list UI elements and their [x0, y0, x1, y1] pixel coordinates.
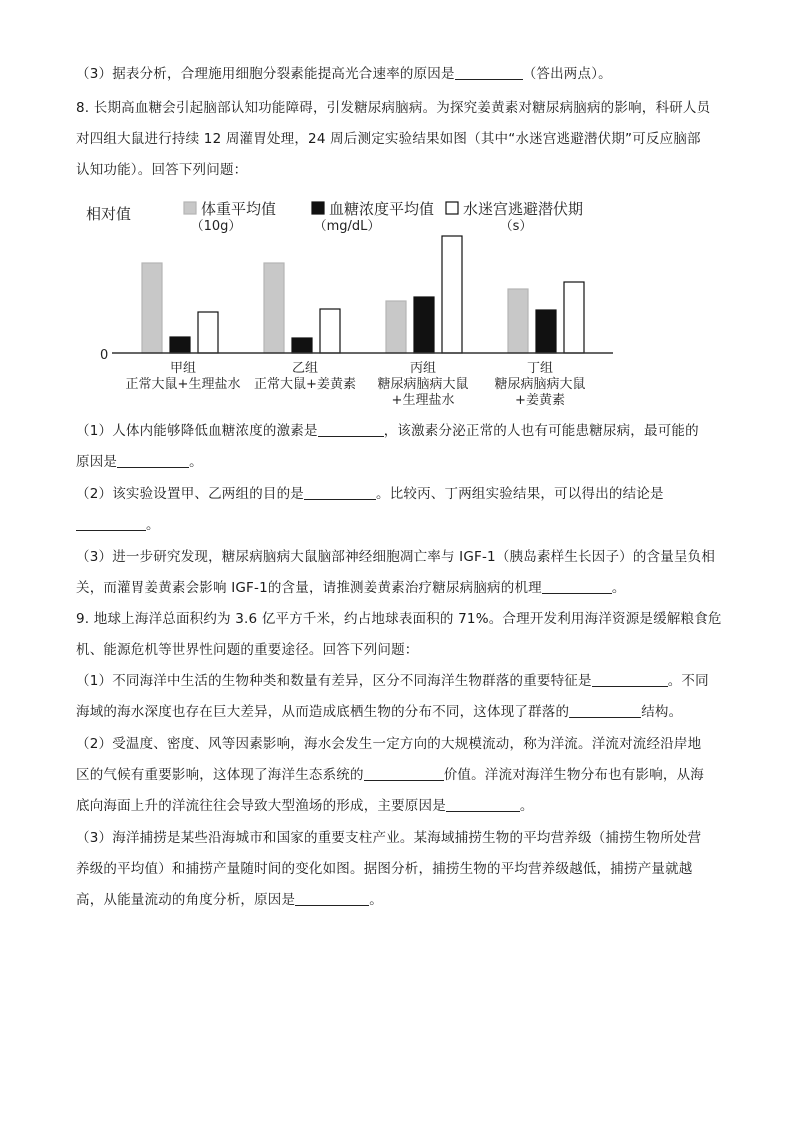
q9-part2-line3-text: 底向海面上升的洋流往往会导致大型渔场的形成，主要原因是 [76, 798, 446, 814]
q8-part1-line2-text: 原因是 [76, 454, 118, 470]
bar-series2-cat3 [414, 297, 434, 353]
answer-blank[interactable] [569, 703, 641, 718]
answer-blank[interactable] [455, 65, 523, 80]
q9-part1-line2-text: 海域的海水深度也存在巨大差异，从而造成底栖生物的分布不同，这体现了群落的 [76, 704, 570, 720]
legend-label-1: 体重平均值 [201, 200, 277, 218]
bars [142, 236, 584, 353]
q8-part3-line2-text: 关，而灌胃姜黄素会影响 IGF-1的含量，请推测姜黄素治疗糖尿病脑病的机理 [76, 580, 542, 596]
bar-series3-cat3 [442, 236, 462, 353]
q8-stem-line3: 认知功能）。回答下列问题： [76, 162, 248, 178]
q9-part3-line3 [76, 890, 736, 910]
q9-part1-text: （1）不同海洋中生活的生物种类和数量有差异，区分不同海洋生物群落的重要特征是 [76, 673, 592, 689]
legend-swatch-2 [312, 202, 324, 214]
bar-series1-cat4 [508, 289, 528, 353]
answer-blank[interactable] [76, 516, 146, 531]
y-axis-label: 相对值 [86, 205, 132, 223]
q9-stem-line2: 机、能源危机等世界性问题的重要途径。回答下列问题： [76, 642, 419, 658]
legend-unit-3: （s） [499, 219, 533, 234]
x-tick-label-2-1: 乙组 [291, 361, 319, 376]
legend-label-3: 水迷宫逃避潜伏期 [463, 200, 584, 218]
answer-blank[interactable] [318, 422, 384, 437]
answer-blank[interactable] [592, 672, 668, 687]
q9-part2-line1: （2）受温度、密度、风等因素影响，海水会发生一定方向的大规模流动，称为洋流。洋流对流经沿岸地 [76, 736, 702, 752]
q8-part1-line2 [76, 452, 736, 472]
q8-part1-line2-tail: 。 [189, 454, 203, 470]
bar-series1-cat2 [264, 263, 284, 353]
answer-blank[interactable] [295, 891, 369, 906]
x-tick-label-3-3: +生理盐水 [391, 393, 455, 408]
q8-part2-text: （2）该实验设置甲、乙两组的目的是 [76, 486, 304, 502]
x-tick-label-4-3: +姜黄素 [515, 393, 565, 408]
q9-part3-line1: （3）海洋捕捞是某些沿海城市和国家的重要支柱产业。某海域捕捞生物的平均营养级（捕捞生物所处营 [76, 830, 702, 846]
answer-blank[interactable] [542, 579, 612, 594]
q9-part3-line3-tail: 。 [369, 892, 383, 908]
q7-part3-tail: （答出两点）。 [522, 66, 612, 82]
bar-series1-cat1 [142, 263, 162, 353]
legend-label-2: 血糖浓度平均值 [329, 200, 435, 218]
bar-series2-cat2 [292, 338, 312, 353]
legend-swatch-1 [184, 202, 196, 214]
legend [184, 200, 583, 234]
bar-series3-cat1 [198, 312, 218, 353]
q8-stem-line1: 8. 长期高血糖会引起脑部认知功能障碍，引发糖尿病脑病。为探究姜黄素对糖尿病脑病的影响，科研人员 [76, 100, 711, 116]
bar-chart [80, 190, 640, 415]
bar-series2-cat1 [170, 337, 190, 353]
q7-part3 [76, 64, 736, 84]
q8-part2-line2 [76, 515, 736, 535]
q8-part1-text: （1）人体内能够降低血糖浓度的激素是 [76, 423, 318, 439]
q9-part1-tail: 。不同 [667, 673, 709, 689]
q8-part2-tail: 。比较丙、丁两组实验结果，可以得出的结论是 [376, 486, 664, 502]
x-tick-label-1-1: 甲组 [169, 361, 197, 376]
q8-part3-line1: （3）进一步研究发现，糖尿病脑病大鼠脑部神经细胞凋亡率与 IGF-1（胰岛素样生长因子）的含量呈负相 [76, 549, 716, 565]
q9-part1-line2 [76, 702, 736, 722]
x-tick-label-4-1: 丁组 [526, 361, 554, 376]
q9-part2-line3 [76, 796, 736, 816]
q8-stem-line2: 对四组大鼠进行持续 12 周灌胃处理，24 周后测定实验结果如图（其中“水迷宫逃避潜伏期”可反应脑部 [76, 131, 701, 147]
q9-part1-line2-tail: 结构。 [641, 704, 683, 720]
q8-part1-line1 [76, 421, 736, 441]
answer-blank[interactable] [446, 797, 520, 812]
legend-unit-1: （10g） [190, 219, 242, 234]
q9-part1-line1 [76, 671, 736, 691]
q8-part2-line1 [76, 484, 736, 504]
x-axis-labels [126, 361, 586, 408]
q8-part3-line2-tail: 。 [611, 580, 626, 596]
q8-part2-line2-tail: 。 [146, 517, 160, 533]
q9-part2-line3-tail: 。 [519, 798, 534, 814]
q9-part3-line3-text: 高，从能量流动的角度分析，原因是 [76, 892, 296, 908]
origin-label: 0 [100, 348, 109, 363]
bar-series3-cat4 [564, 282, 584, 353]
answer-blank[interactable] [117, 453, 189, 468]
x-tick-label-3-2: 糖尿病脑病大鼠 [377, 377, 469, 392]
legend-unit-2: （mg/dL） [313, 219, 381, 234]
q8-part3-line2 [76, 578, 736, 598]
x-tick-label-1-2: 正常大鼠+生理盐水 [125, 377, 241, 392]
legend-swatch-3 [446, 202, 458, 214]
x-tick-label-4-2: 糖尿病脑病大鼠 [494, 377, 586, 392]
q8-part1-tail: ，该激素分泌正常的人也有可能患糖尿病，最可能的 [383, 423, 699, 439]
q9-part2-line2-tail: 价值。洋流对海洋生物分布也有影响，从海 [443, 767, 705, 783]
q9-stem-line1: 9. 地球上海洋总面积约为 3.6 亿平方千米，约占地球表面积的 71%。合理开发利用海洋资源是缓解粮食危 [76, 611, 722, 627]
q7-part3-text: （3）据表分析，合理施用细胞分裂素能提高光合速率的原因是 [76, 66, 455, 82]
x-tick-label-2-2: 正常大鼠+姜黄素 [254, 377, 356, 392]
bar-series3-cat2 [320, 309, 340, 353]
answer-blank[interactable] [364, 766, 444, 781]
q9-part2-line2-text: 区的气候有重要影响，这体现了海洋生态系统的 [76, 767, 364, 783]
answer-blank[interactable] [304, 485, 376, 500]
q9-part2-line2 [76, 765, 736, 785]
bar-series2-cat4 [536, 310, 556, 353]
q9-part3-line2: 养级的平均值）和捕捞产量随时间的变化如图。据图分析，捕捞生物的平均营养级越低，捕捞产量就越 [76, 861, 693, 877]
x-tick-label-3-1: 丙组 [409, 361, 437, 376]
bar-series1-cat3 [386, 301, 406, 353]
